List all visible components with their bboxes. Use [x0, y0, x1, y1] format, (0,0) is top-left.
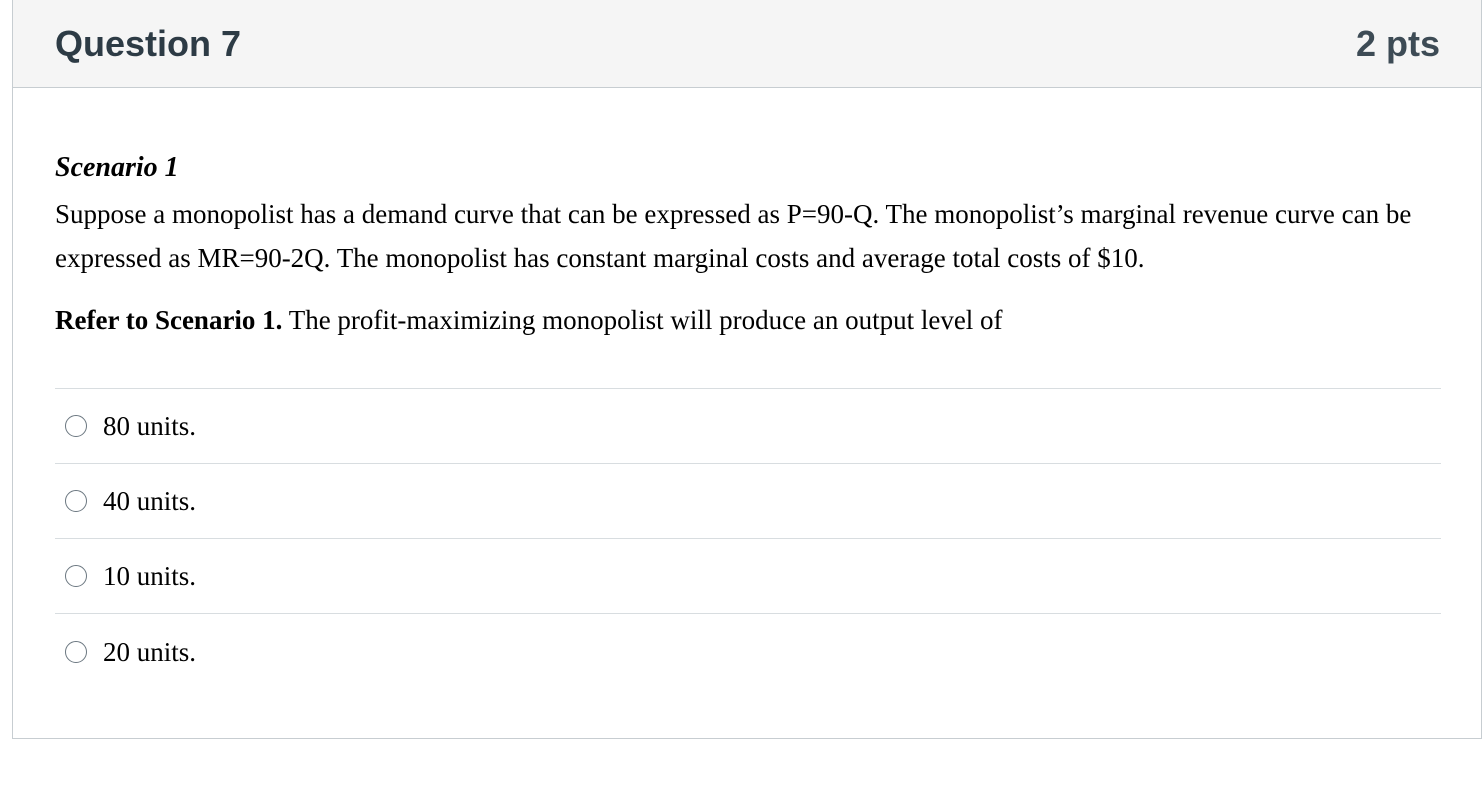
answer-option[interactable] [55, 389, 1441, 464]
question-title: Question 7 [55, 22, 242, 64]
answer-option[interactable] [55, 539, 1441, 614]
question-prompt [55, 302, 1441, 338]
answer-list [55, 388, 1441, 689]
question-header [13, 0, 1481, 88]
radio-button[interactable] [65, 415, 87, 437]
answer-option[interactable] [55, 464, 1441, 539]
question-points: 2 pts [1355, 22, 1440, 64]
answer-label: 10 units. [103, 561, 197, 591]
prompt-text: The profit-maximizing monopolist will produce an output level of [282, 305, 1003, 335]
answer-label: 40 units. [103, 486, 197, 516]
radio-button[interactable] [65, 565, 87, 587]
scenario-text: Suppose a monopolist has a demand curve that can be expressed as P=90-Q. The monopolist’s marginal revenue curve can be expressed as MR=90-2Q. The monopolist has constant marginal costs and average total costs of $10. [55, 199, 1412, 273]
prompt-lead: Refer to Scenario 1. [55, 305, 283, 335]
scenario-title: Scenario 1 [55, 152, 179, 183]
answer-label: 80 units. [103, 411, 197, 441]
answer-label: 20 units. [103, 636, 197, 667]
question-body [13, 88, 1481, 689]
radio-button[interactable] [65, 641, 87, 663]
answer-option[interactable] [55, 614, 1441, 689]
question-card [12, 0, 1482, 739]
radio-button[interactable] [65, 490, 87, 512]
